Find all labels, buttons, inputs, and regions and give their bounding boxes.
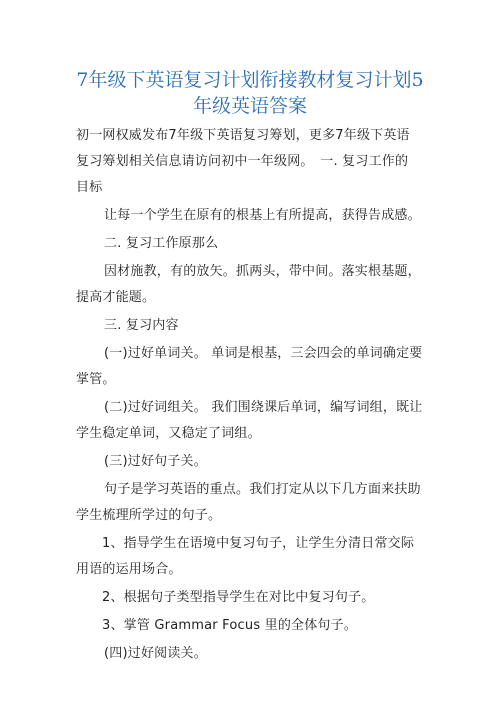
body-line: 用语的运用场合。: [76, 562, 182, 577]
body-line: 掌管。: [76, 372, 116, 387]
body-line: 因材施教，有的放矢。抓两头，带中间。落实根基题，: [104, 264, 421, 279]
body-line: 初一网权威发布7年级下英语复习筹划，更多7年级下英语: [76, 128, 410, 143]
document-title-line-1: 7年级下英语复习计划衔接教材复习计划5: [76, 69, 424, 91]
body-line: 句子是学习英语的重点。我们打定从以下几方面来扶助: [104, 482, 421, 497]
section-heading: (四)过好阅读关。: [104, 646, 207, 661]
body-line: (二)过好词组关。 我们围绕课后单词，编写词组，既让: [104, 400, 423, 415]
list-item: 1、指导学生在语境中复习句子，让学生分清日常交际: [102, 536, 415, 551]
body-line: (一)过好单词关。 单词是根基，三会四会的单词确定要: [104, 346, 423, 361]
section-heading: 二. 复习工作原那么: [104, 236, 219, 251]
section-heading: (三)过好句子关。: [104, 454, 207, 469]
body-line: 让每一个学生在原有的根基上有所提高，获得告成感。: [104, 208, 421, 223]
body-line: 学生稳定单词，又稳定了词组。: [76, 426, 261, 441]
body-line: 提高才能题。: [76, 290, 156, 305]
section-heading: 三. 复习内容: [104, 318, 179, 333]
list-item: 2、根据句子类型指导学生在对比中复习句子。: [102, 590, 375, 605]
document-title-line-2: 年级英语答案: [192, 95, 307, 117]
list-item: 3、掌管 Grammar Focus 里的全体句子。: [102, 618, 358, 633]
body-line: 复习筹划相关信息请访问初中一年级网。 一. 复习工作的: [76, 154, 409, 169]
body-line: 学生梳理所学过的句子。: [76, 508, 222, 523]
body-line: 目标: [76, 180, 103, 195]
